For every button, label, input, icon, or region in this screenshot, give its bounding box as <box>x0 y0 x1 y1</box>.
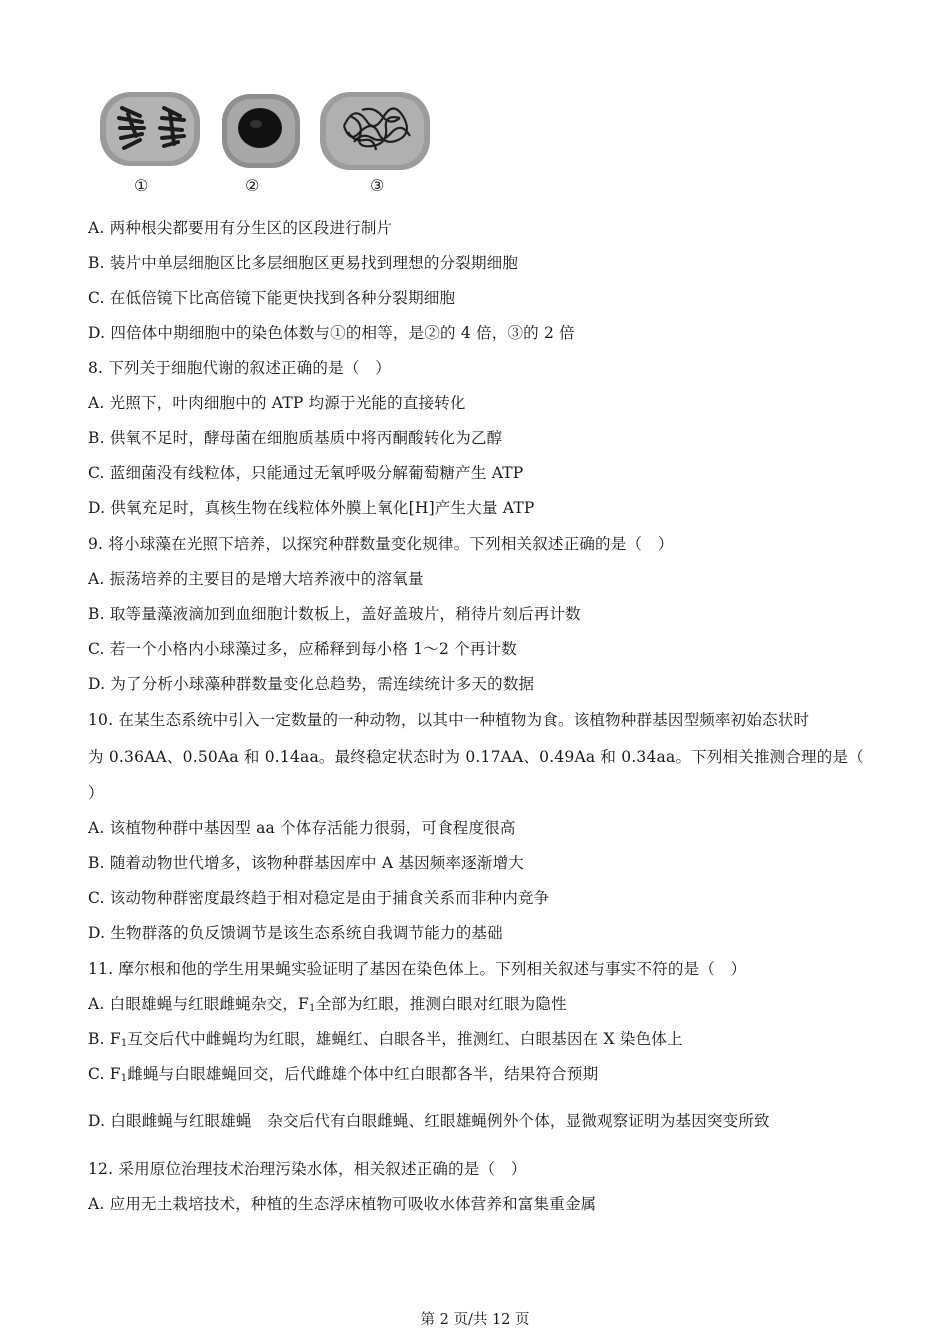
q9-option-b: B. 取等量藻液滴加到血细胞计数板上，盖好盖玻片，稍待片刻后再计数 <box>88 605 581 623</box>
cell-3-image <box>320 92 430 170</box>
page-footer: 第 2 页/共 12 页 <box>420 1312 530 1328</box>
cell-1-image <box>100 92 200 166</box>
q8-option-d: D. 供氧充足时，真核生物在线粒体外膜上氧化[H]产生大量 ATP <box>88 499 535 517</box>
q9-option-c: C. 若一个小格内小球藻过多，应稀释到每小格 1～2 个再计数 <box>88 640 517 658</box>
q10-option-b: B. 随着动物世代增多，该物种群基因库中 A 基因频率逐渐增大 <box>88 854 524 872</box>
q11-option-b-text-rest: 互交后代中雌蝇均为红眼，雄蝇红、白眼各半，推测红、白眼基因在 X 染色体上 <box>127 1030 683 1048</box>
q10-stem-line-1: 10. 在某生态系统中引入一定数量的一种动物，以其中一种植物为食。该植物种群基因型频率初始态状时 <box>88 711 810 729</box>
q10-stem-line-2: 为 0.36AA、0.50Aa 和 0.14aa。最终稳定状态时为 0.17AA、0.49Aa 和 0.34aa。下列相关推测合理的是（ <box>88 748 864 766</box>
q10-option-d: D. 生物群落的负反馈调节是该生态系统自我调节能力的基础 <box>88 924 503 942</box>
q11-option-d: D. 白眼雌蝇与红眼雄蝇 杂交后代有白眼雌蝇、红眼雄蝇例外个体，显微观察证明为基因突变所致 <box>88 1112 770 1130</box>
q9-stem: 9. 将小球藻在光照下培养，以探究种群数量变化规律。下列相关叙述正确的是（ ） <box>88 535 674 553</box>
q10-stem-line-3: ） <box>88 784 104 802</box>
q7-option-d: D. 四倍体中期细胞中的染色体数与①的相等，是②的 4 倍，③的 2 倍 <box>88 324 575 342</box>
q11-option-a-text: A. 白眼雄蝇与红眼雌蝇杂交，F <box>88 995 310 1013</box>
cell-2-image <box>222 94 300 168</box>
q11-option-b-text: B. F <box>88 1030 121 1048</box>
subscript: 1 <box>120 1038 128 1049</box>
q11-option-a-text-rest: 全部为红眼，推测白眼对红眼为隐性 <box>315 995 567 1013</box>
q8-option-c: C. 蓝细菌没有线粒体，只能通过无氧呼吸分解葡萄糖产生 ATP <box>88 464 524 482</box>
q11-option-c-text: C. F <box>88 1065 121 1083</box>
q11-option-a <box>88 992 567 1014</box>
q11-option-b <box>88 1027 683 1049</box>
q7-option-c: C. 在低倍镜下比高倍镜下能更快找到各种分裂期细胞 <box>88 289 456 307</box>
q12-stem: 12. 采用原位治理技术治理污染水体，相关叙述正确的是（ ） <box>88 1160 527 1178</box>
subscript: 1 <box>309 1003 316 1014</box>
cell-micrograph-figure <box>92 86 442 201</box>
cell-label-3: ③ <box>370 176 385 195</box>
q7-option-a: A. 两种根尖都要用有分生区的区段进行制片 <box>88 219 393 237</box>
cell-label-1: ① <box>134 176 149 195</box>
q8-option-a: A. 光照下，叶肉细胞中的 ATP 均源于光能的直接转化 <box>88 394 466 412</box>
q8-option-b: B. 供氧不足时，酵母菌在细胞质基质中将丙酮酸转化为乙醇 <box>88 429 503 447</box>
q11-option-c <box>88 1062 598 1084</box>
q11-stem: 11. 摩尔根和他的学生用果蝇实验证明了基因在染色体上。下列相关叙述与事实不符的是（ ） <box>88 960 747 978</box>
q9-option-d: D. 为了分析小球藻种群数量变化总趋势，需连续统计多天的数据 <box>88 675 535 693</box>
q8-stem: 8. 下列关于细胞代谢的叙述正确的是（ ） <box>88 359 391 377</box>
q11-option-c-text-rest: 雌蝇与白眼雄蝇回交，后代雌雄个体中红白眼都各半，结果符合预期 <box>127 1065 599 1083</box>
q10-option-a: A. 该植物种群中基因型 aa 个体存活能力很弱，可食程度很高 <box>88 819 516 837</box>
q7-option-b: B. 装片中单层细胞区比多层细胞区更易找到理想的分裂期细胞 <box>88 254 519 272</box>
subscript: 1 <box>120 1073 128 1084</box>
q10-option-c: C. 该动物种群密度最终趋于相对稳定是由于捕食关系而非种内竞争 <box>88 889 550 907</box>
q9-option-a: A. 振荡培养的主要目的是增大培养液中的溶氧量 <box>88 570 424 588</box>
cell-label-2: ② <box>245 176 260 195</box>
q12-option-a: A. 应用无土栽培技术，种植的生态浮床植物可吸收水体营养和富集重金属 <box>88 1195 597 1213</box>
